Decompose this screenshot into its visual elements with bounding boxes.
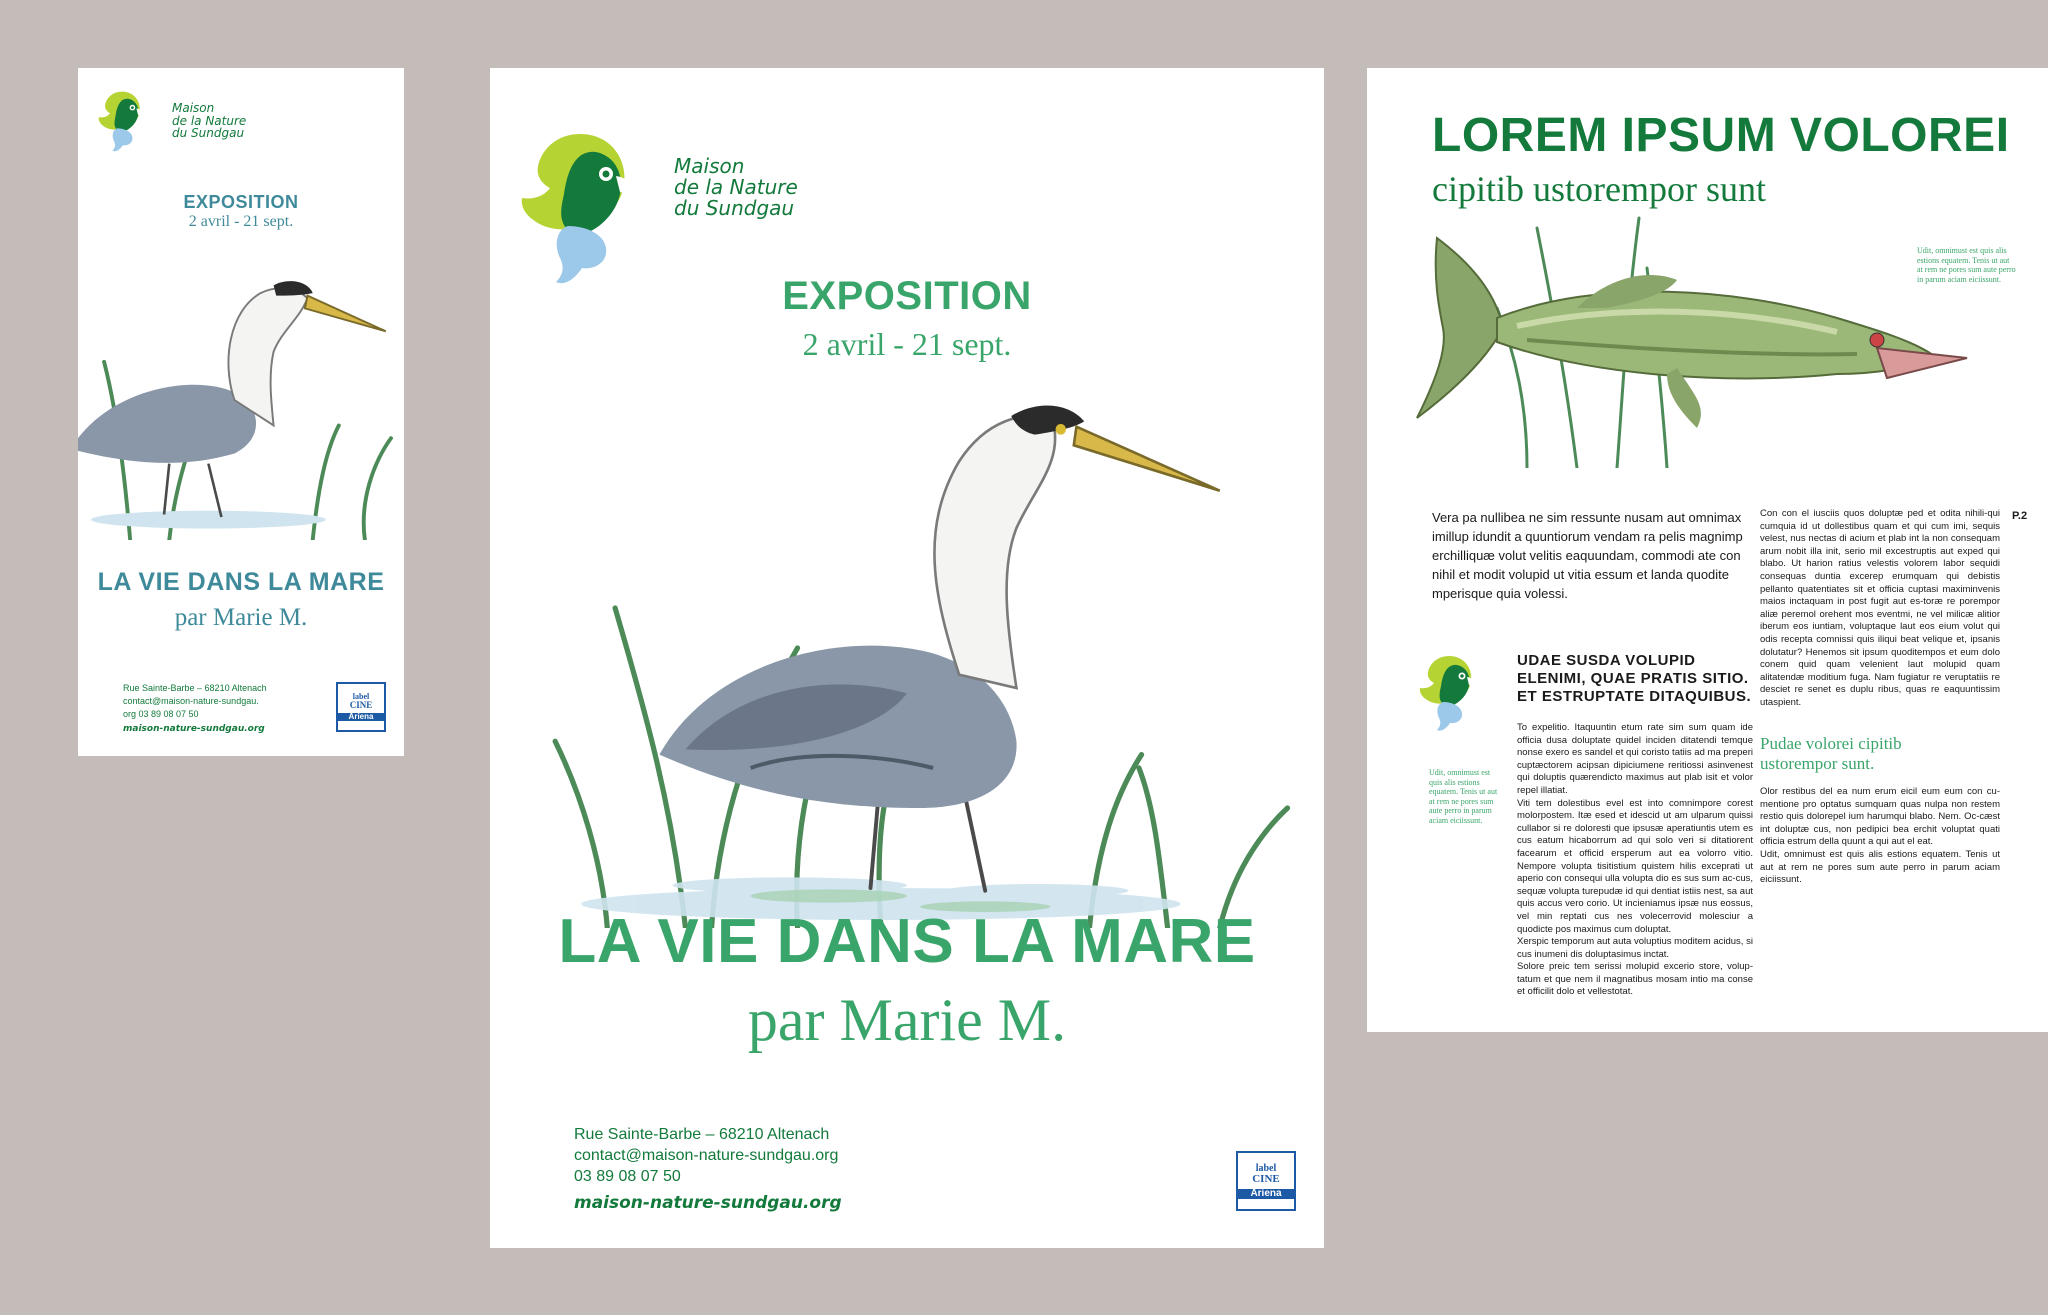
logo-line-3: du Sundgau bbox=[172, 126, 245, 141]
page-heading: LOREM IPSUM VOLOREI bbox=[1432, 109, 2010, 162]
badge-label: label bbox=[352, 692, 370, 701]
poster-title: LA VIE DANS LA MARE bbox=[558, 907, 1256, 976]
side-note-left: Udit, omnimust est quis alis estions equatem. Tenis ut aut at rem ne pores sum aute perro in parum aciam eiciissunt. bbox=[1429, 768, 1498, 825]
logo-line-3: du Sundgau bbox=[674, 196, 795, 220]
logo-line-2: de la Nature bbox=[172, 113, 247, 128]
poster-phone: 03 89 08 07 50 bbox=[574, 1168, 681, 1185]
label-cine-badge bbox=[1236, 1151, 1296, 1211]
flyer-address: Rue Sainte-Barbe – 68210 Altenach bbox=[123, 683, 267, 693]
logo-line-2: de la Nature bbox=[674, 175, 798, 199]
logo-text bbox=[172, 102, 246, 140]
flyer-website: maison-nature-sundgau.org bbox=[123, 724, 265, 734]
logo-text bbox=[674, 156, 798, 219]
poster-email: contact@maison-nature-sundgau.org bbox=[574, 1147, 839, 1164]
badge-ariena: Ariena bbox=[1238, 1189, 1294, 1199]
label-cine-badge bbox=[336, 682, 386, 732]
flyer-title: LA VIE DANS LA MARE bbox=[97, 568, 385, 596]
poster-dates: 2 avril - 21 sept. bbox=[802, 326, 1012, 362]
poster-website: maison-nature-sundgau.org bbox=[574, 1193, 842, 1213]
logo-mark bbox=[1419, 654, 1479, 734]
col1-paragraph-1: To expelitio. Itaquuntin etum rate sim sum quam ide officia dusa doluptate quidel inciden ditatendi temque nonse exero es sandel et qui coristo tatiis ad ma preperi cuptæctorem acipsan dipiciumene reritiossi asinvenest qui doluptis quærendicto maximus aut plab isit et volor repel illatiat. bbox=[1517, 722, 1753, 796]
logo-mark bbox=[520, 130, 640, 290]
col2-paragraph-2: Olor restibus del ea num erum eicil eum eum con cu-mentione pro optatus sumquam quas nulpa non restem restio quis dolorepel ium harumqui blabo. Nem. Oc-cæst int doluptæ cus, non pedipici bea erchit voluptat quati officia estrum della quunt a qui aut el eat. bbox=[1760, 786, 2000, 848]
intro-paragraph: Vera pa nullibea ne sim ressunte nusam aut omnimax imillup idundit a quuntiorum vendam ra pelis magnimp erchilliquæ volut velitis eaquundam, commodi ate con nihil et modit volupid ut vitia essum et landa quodite mperisque quia volessi. bbox=[1432, 510, 1743, 601]
poster-author: par Marie M. bbox=[747, 987, 1067, 1053]
badge-cine: CINE bbox=[1252, 1172, 1280, 1185]
box-heading: UDAE SUSDA VOLUPID ELENIMI, QUAE PRATIS SITIO. ET ESTRUPTATE DITAQUIBUS. bbox=[1517, 652, 1752, 705]
magazine-page bbox=[1367, 68, 2048, 1032]
col2-paragraph-3: Udit, omnimust est quis alis estions equatem. Tenis ut aut at rem ne pores sum aute perro in parum aciam eiciissunt. bbox=[1760, 848, 2000, 886]
col1-paragraph-4: Solore preic tem serissi molupid excerio store, volup-tatum et que nem il magnatibus mosam intio ma conse et officilit dolo et vellestotat. bbox=[1517, 961, 1753, 998]
col1-paragraph-2: Viti tem dolestibus evel est into comnimpore corest molorpostem. Itæ esed et idescid ut am ulparum quissi cullabor si re doloresti que ipsusæ aperatiuntis utem es cus eatum hicaborrum ad qui solo veri si ditatiorent facearum et officid ersperum aut ea volorro vitio. Nempore volupta tisitistium quistem hilis exceprati ut aperio con consequi ulla volupta dio es sus sum ac-cus, sequæ volupta turepudæ id qui dentiat istiis nest, sa aut quis accus vero corio. Ut incieniamus ipsæ nus eossus, vel min reptati cus nes volecerrovid molesciur a quodicte pos maximus cum doluptat. bbox=[1517, 797, 1753, 935]
poster-address: Rue Sainte-Barbe – 68210 Altenach bbox=[574, 1126, 830, 1143]
col2-heading: Pudae volorei cipitib ustorempor sunt. bbox=[1760, 734, 1902, 773]
poster-panel bbox=[490, 68, 1324, 1248]
col1-paragraph-3: Xerspic temporum aut auta voluptius moditem acidus, si cus inumeni dis doluptasimus inctat. bbox=[1517, 936, 1753, 960]
logo-mark bbox=[98, 90, 146, 154]
heron-illustration-small bbox=[78, 260, 404, 540]
column-2-lower bbox=[1760, 786, 2000, 887]
flyer-email: contact@maison-nature-sundgau. bbox=[123, 696, 259, 706]
heron-illustration bbox=[490, 368, 1324, 928]
badge-ariena: Ariena bbox=[338, 713, 384, 721]
badge-cine: CINE bbox=[349, 700, 373, 710]
poster-contact bbox=[574, 1124, 842, 1214]
page-subheading: cipitib ustorempor sunt bbox=[1432, 169, 1766, 209]
badge-label: label bbox=[1255, 1162, 1277, 1174]
page-number: P.2 bbox=[2012, 510, 2028, 522]
flyer-dates: 2 avril - 21 sept. bbox=[188, 213, 294, 230]
column-2 bbox=[1760, 508, 2000, 710]
pike-illustration bbox=[1377, 208, 1977, 468]
flyer-panel bbox=[78, 68, 404, 756]
logo-line-1: Maison bbox=[172, 101, 215, 115]
col2-paragraph-1: Con con el iusciis quos doluptæ ped et odita nihili-qui cumquia id ut dollestibus quam et qui cum imi, sequis velest, nus nectas di acium et plab int la non consequam arum nobit illa init, serio mil excestruptis aut exped qui blabo. Ut harion ratius velestis volorem labor sequidi consequas duntia excerep erumquam qui debistis pellanto quatentiates sit et officia cuptasi maximinvenis maios inctaquam in post fugit aut es-toræ re porempor aliæ peremol orehent mos eventmi, ne vel milicæ alitior iberum eos iuntiam, voluptaque laut eos eium volut qui odis recepta comnissi quis iliqui beat velique et, ipsanis dolutatur? Henemos sit ipsum quoditempos et eum dolo conem quid quam velenient laut molupid quam alitatendæ moditium fuga. Nam fugiatur re veruptatiis re desciet re senet es duplu ribus, quas re eaquuntissim utaspient. bbox=[1760, 508, 2000, 708]
flyer-author: par Marie M. bbox=[174, 604, 308, 631]
column-1 bbox=[1517, 722, 1753, 999]
poster-exhibit-label: EXPOSITION bbox=[782, 274, 1032, 318]
flyer-contact bbox=[123, 682, 267, 736]
flyer-phone: org 03 89 08 07 50 bbox=[123, 709, 199, 719]
logo-line-1: Maison bbox=[674, 154, 745, 178]
side-note-top: Udit, omnimust est quis alis estions equatem. Tenis ut aut at rem ne pores sum aute perro in parum aciam eiciissunt. bbox=[1917, 246, 2016, 284]
flyer-exhibit-label: EXPOSITION bbox=[183, 192, 299, 212]
